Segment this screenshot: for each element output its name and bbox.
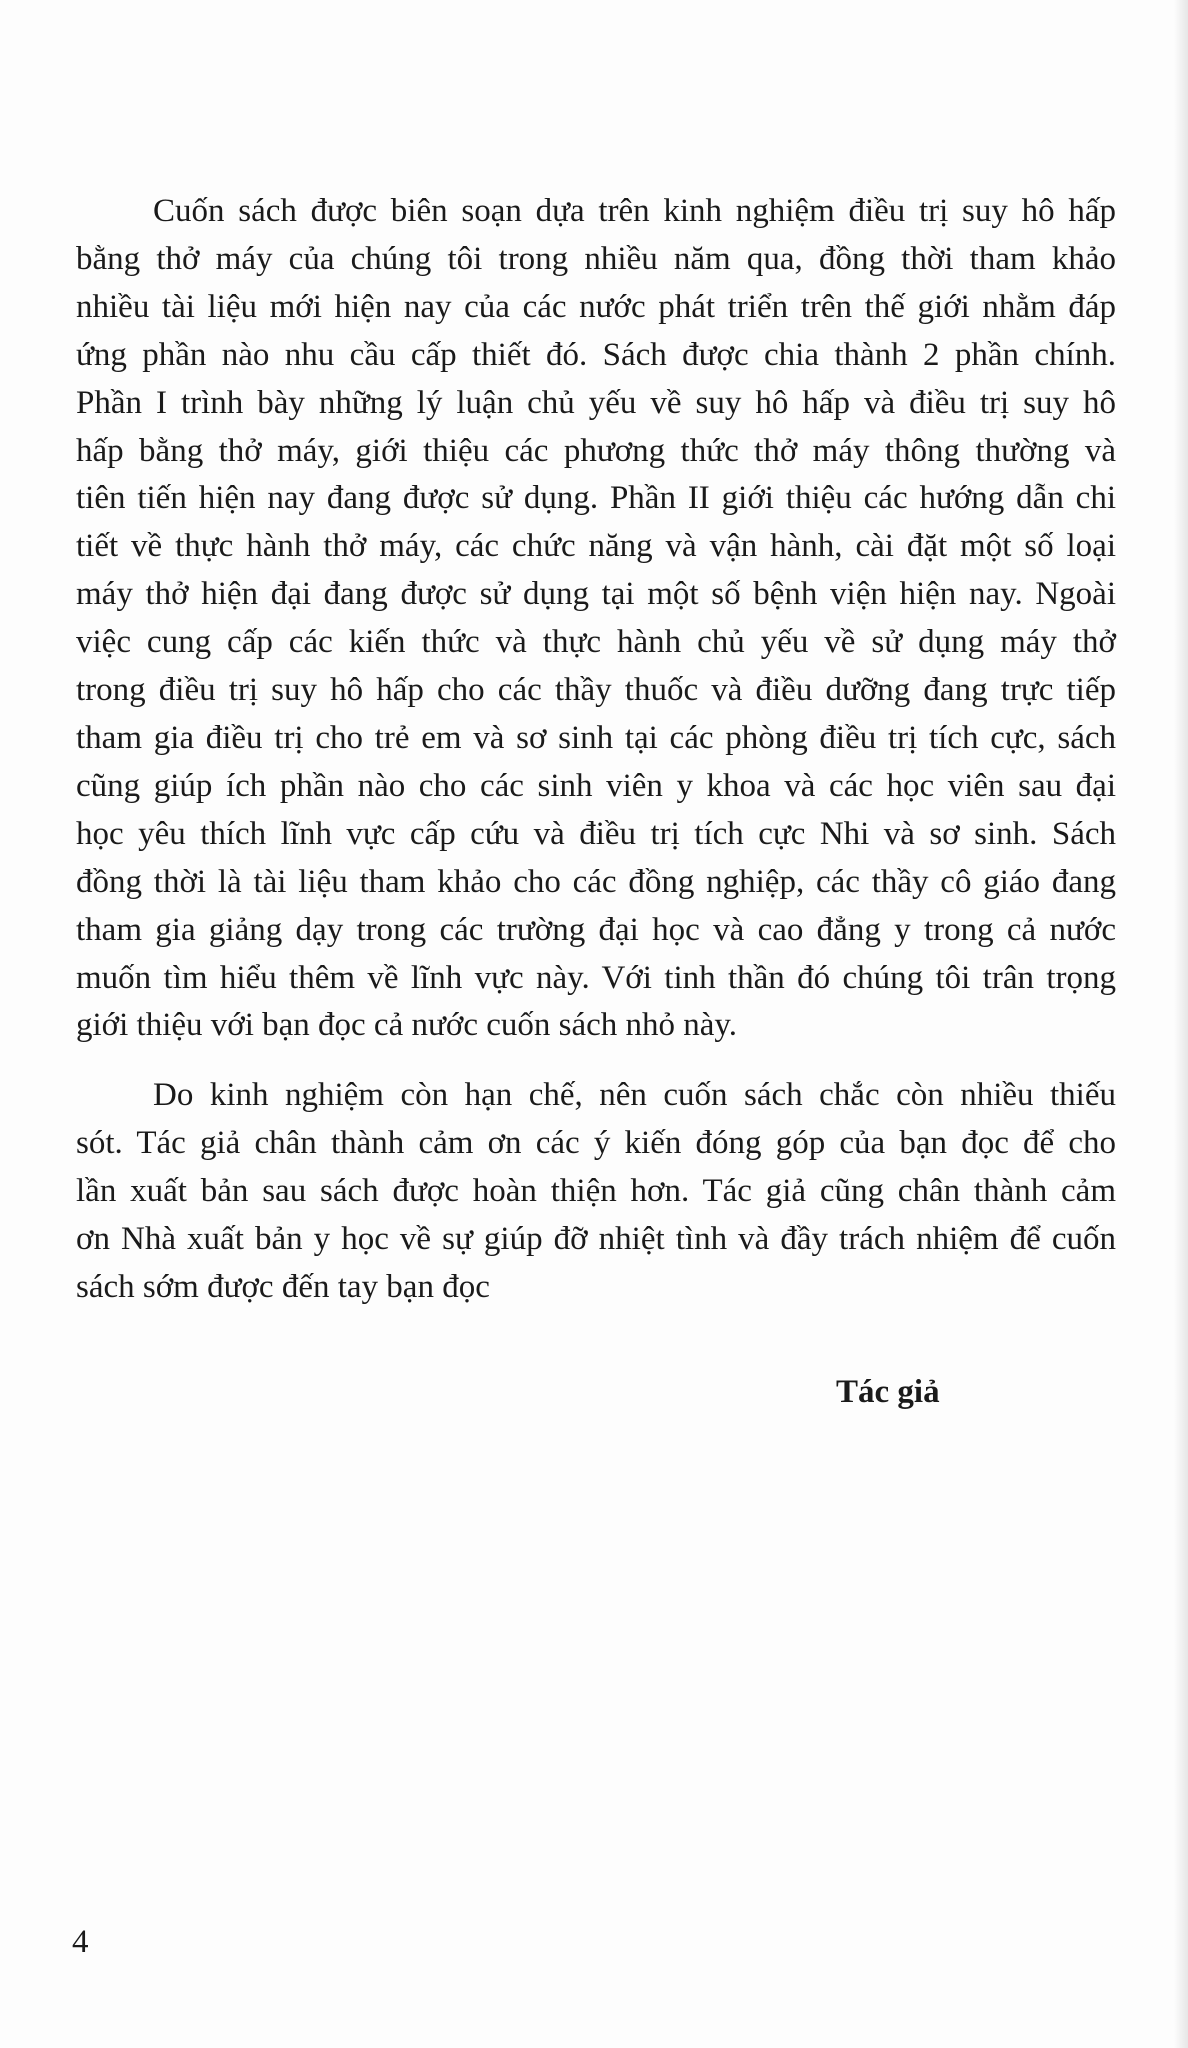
text-line: học yêu thích lĩnh vực cấp cứu và điều trị tích cực Nhi và sơ sinh. Sách: [76, 815, 1116, 852]
text-line: sách sớm được đến tay bạn đọc: [76, 1268, 490, 1305]
text-line: Phần I trình bày những lý luận chủ yếu về suy hô hấp và điều trị suy hô: [76, 384, 1116, 421]
author-signature: Tác giả: [836, 1374, 940, 1410]
text-line: đồng thời là tài liệu tham khảo cho các đồng nghiệp, các thầy cô giáo đang: [76, 863, 1116, 900]
page-edge-shadow: [1174, 0, 1188, 2048]
body-text: [76, 188, 1116, 1312]
paragraph-1: [76, 188, 1116, 1050]
text-line: lần xuất bản sau sách được hoàn thiện hơn. Tác giả cũng chân thành cảm: [76, 1173, 1116, 1210]
text-line: tiên tiến hiện nay đang được sử dụng. Phần II giới thiệu các hướng dẫn chi: [76, 480, 1116, 517]
text-line: cũng giúp ích phần nào cho các sinh viên y khoa và các học viên sau đại: [76, 767, 1116, 804]
text-line: tham gia điều trị cho trẻ em và sơ sinh tại các phòng điều trị tích cực, sách: [76, 719, 1116, 756]
text-line: trong điều trị suy hô hấp cho các thầy thuốc và điều dưỡng đang trực tiếp: [76, 672, 1116, 709]
text-line: tiết về thực hành thở máy, các chức năng và vận hành, cài đặt một số loại: [76, 528, 1116, 565]
text-line: tham gia giảng dạy trong các trường đại học và cao đẳng y trong cả nước: [76, 911, 1116, 948]
text-line: ơn Nhà xuất bản y học về sự giúp đỡ nhiệt tình và đầy trách nhiệm để cuốn: [76, 1221, 1116, 1258]
paragraph-2: [76, 1072, 1116, 1312]
text-line: bằng thở máy của chúng tôi trong nhiều năm qua, đồng thời tham khảo: [76, 240, 1116, 277]
page-number: 4: [72, 1924, 89, 1960]
text-line: giới thiệu với bạn đọc cả nước cuốn sách nhỏ này.: [76, 1007, 737, 1044]
text-line: Cuốn sách được biên soạn dựa trên kinh nghiệm điều trị suy hô hấp: [153, 193, 1116, 229]
text-line: muốn tìm hiểu thêm về lĩnh vực này. Với tinh thần đó chúng tôi trân trọng: [76, 959, 1116, 996]
text-line: sót. Tác giả chân thành cảm ơn các ý kiến đóng góp của bạn đọc để cho: [76, 1125, 1116, 1162]
text-line: Do kinh nghiệm còn hạn chế, nên cuốn sách chắc còn nhiều thiếu: [153, 1077, 1116, 1114]
text-line: ứng phần nào nhu cầu cấp thiết đó. Sách được chia thành 2 phần chính.: [76, 336, 1116, 373]
text-line: việc cung cấp các kiến thức và thực hành chủ yếu về sử dụng máy thở: [76, 624, 1116, 661]
text-line: hấp bằng thở máy, giới thiệu các phương thức thở máy thông thường và: [76, 432, 1116, 469]
text-line: nhiều tài liệu mới hiện nay của các nước phát triển trên thế giới nhằm đáp: [76, 288, 1116, 325]
text-line: máy thở hiện đại đang được sử dụng tại một số bệnh viện hiện nay. Ngoài: [76, 576, 1116, 613]
